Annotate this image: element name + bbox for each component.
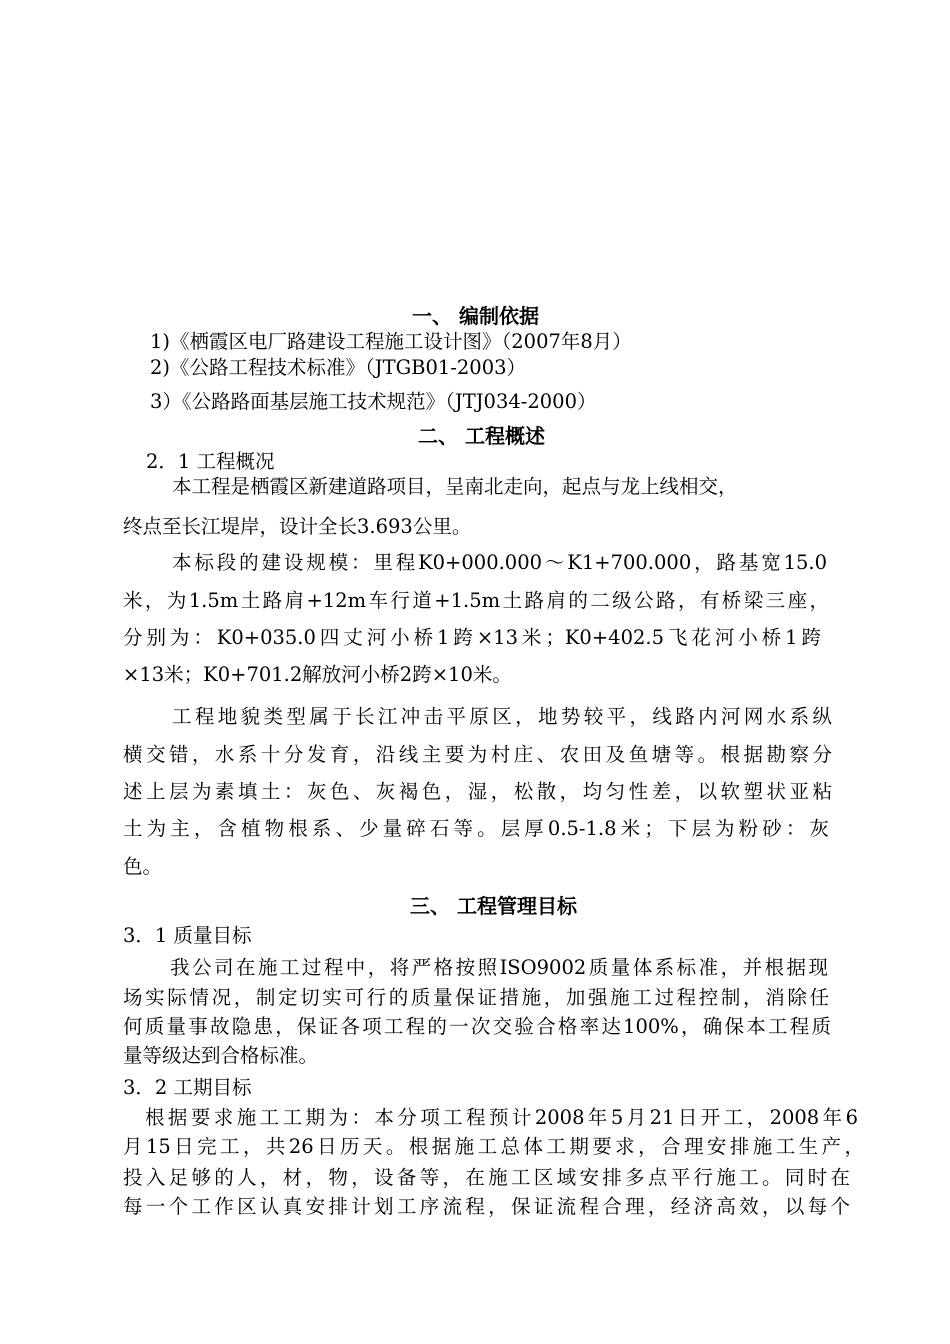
section3-heading: 三、 工程管理目标 xyxy=(410,894,577,918)
quality-line-1: 我公司在施工过程中，将严格按照ISO9002质量体系标准，并根据现 xyxy=(170,956,828,979)
reference-item-1: 1)《栖霞区电厂路建设工程施工设计图》（2007年8月） xyxy=(150,330,632,353)
quality-line-3: 何质量事故隐患，保证各项工程的一次交验合格率达100%，确保本工程质 xyxy=(123,1015,831,1038)
quality-line-2: 场实际情况，制定切实可行的质量保证措施，加强施工过程控制，消除任 xyxy=(123,986,829,1009)
reference-item-3: 3）《公路路面基层施工技术规范》（JTJ034-2000） xyxy=(150,390,597,413)
section2-subheading: 2．1 工程概况 xyxy=(146,450,275,473)
overview-line-7: 工程地貌类型属于长江冲击平原区，地势较平，线路内河网水系纵 xyxy=(172,705,832,728)
overview-line-9: 述上层为素填土：灰色、灰褐色，湿，松散，均匀性差，以软塑状亚粘 xyxy=(123,780,832,803)
section1-heading: 一、 编制依据 xyxy=(412,304,539,328)
overview-line-5: 分别为：K0+035.0四丈河小桥1跨×13米；K0+402.5飞花河小桥1跨 xyxy=(123,626,821,649)
overview-line-10: 土为主，含植物根系、少量碎石等。层厚0.5-1.8米；下层为粉砂：灰 xyxy=(123,817,829,840)
schedule-line-3: 投入足够的人，材，物，设备等，在施工区域安排多点平行施工。同时在 xyxy=(123,1166,850,1189)
overview-line-6: ×13米；K0+701.2解放河小桥2跨×10米。 xyxy=(123,663,512,686)
schedule-line-2: 月15日完工，共26日历天。根据施工总体工期要求，合理安排施工生产， xyxy=(123,1135,864,1158)
section2-heading: 二、 工程概述 xyxy=(418,424,545,448)
overview-line-8: 横交错，水系十分发育，沿线主要为村庄、农田及鱼塘等。根据勘察分 xyxy=(123,743,832,766)
reference-item-2: 2)《公路工程技术标准》（JTGB01-2003） xyxy=(150,356,527,379)
overview-line-11: 色。 xyxy=(123,855,163,878)
overview-line-2: 终点至长江堤岸，设计全长3.693公里。 xyxy=(123,515,472,538)
overview-line-4: 米，为1.5m土路肩+12m车行道+1.5m土路肩的二级公路，有桥梁三座， xyxy=(123,589,829,612)
quality-subheading: 3．1 质量目标 xyxy=(123,924,252,947)
schedule-subheading: 3．2 工期目标 xyxy=(123,1076,252,1099)
overview-line-3: 本标段的建设规模：里程K0+000.000～K1+700.000，路基宽15.0 xyxy=(172,551,827,574)
schedule-line-4: 每一个工作区认真安排计划工序流程，保证流程合理，经济高效，以每个 xyxy=(123,1195,850,1218)
quality-line-4: 量等级达到合格标准。 xyxy=(123,1044,319,1067)
overview-line-1: 本工程是栖霞区新建道路项目，呈南北走向，起点与龙上线相交， xyxy=(172,475,738,498)
schedule-line-1: 根据要求施工工期为：本分项工程预计2008年5月21日开工，2008年6 xyxy=(145,1106,858,1129)
